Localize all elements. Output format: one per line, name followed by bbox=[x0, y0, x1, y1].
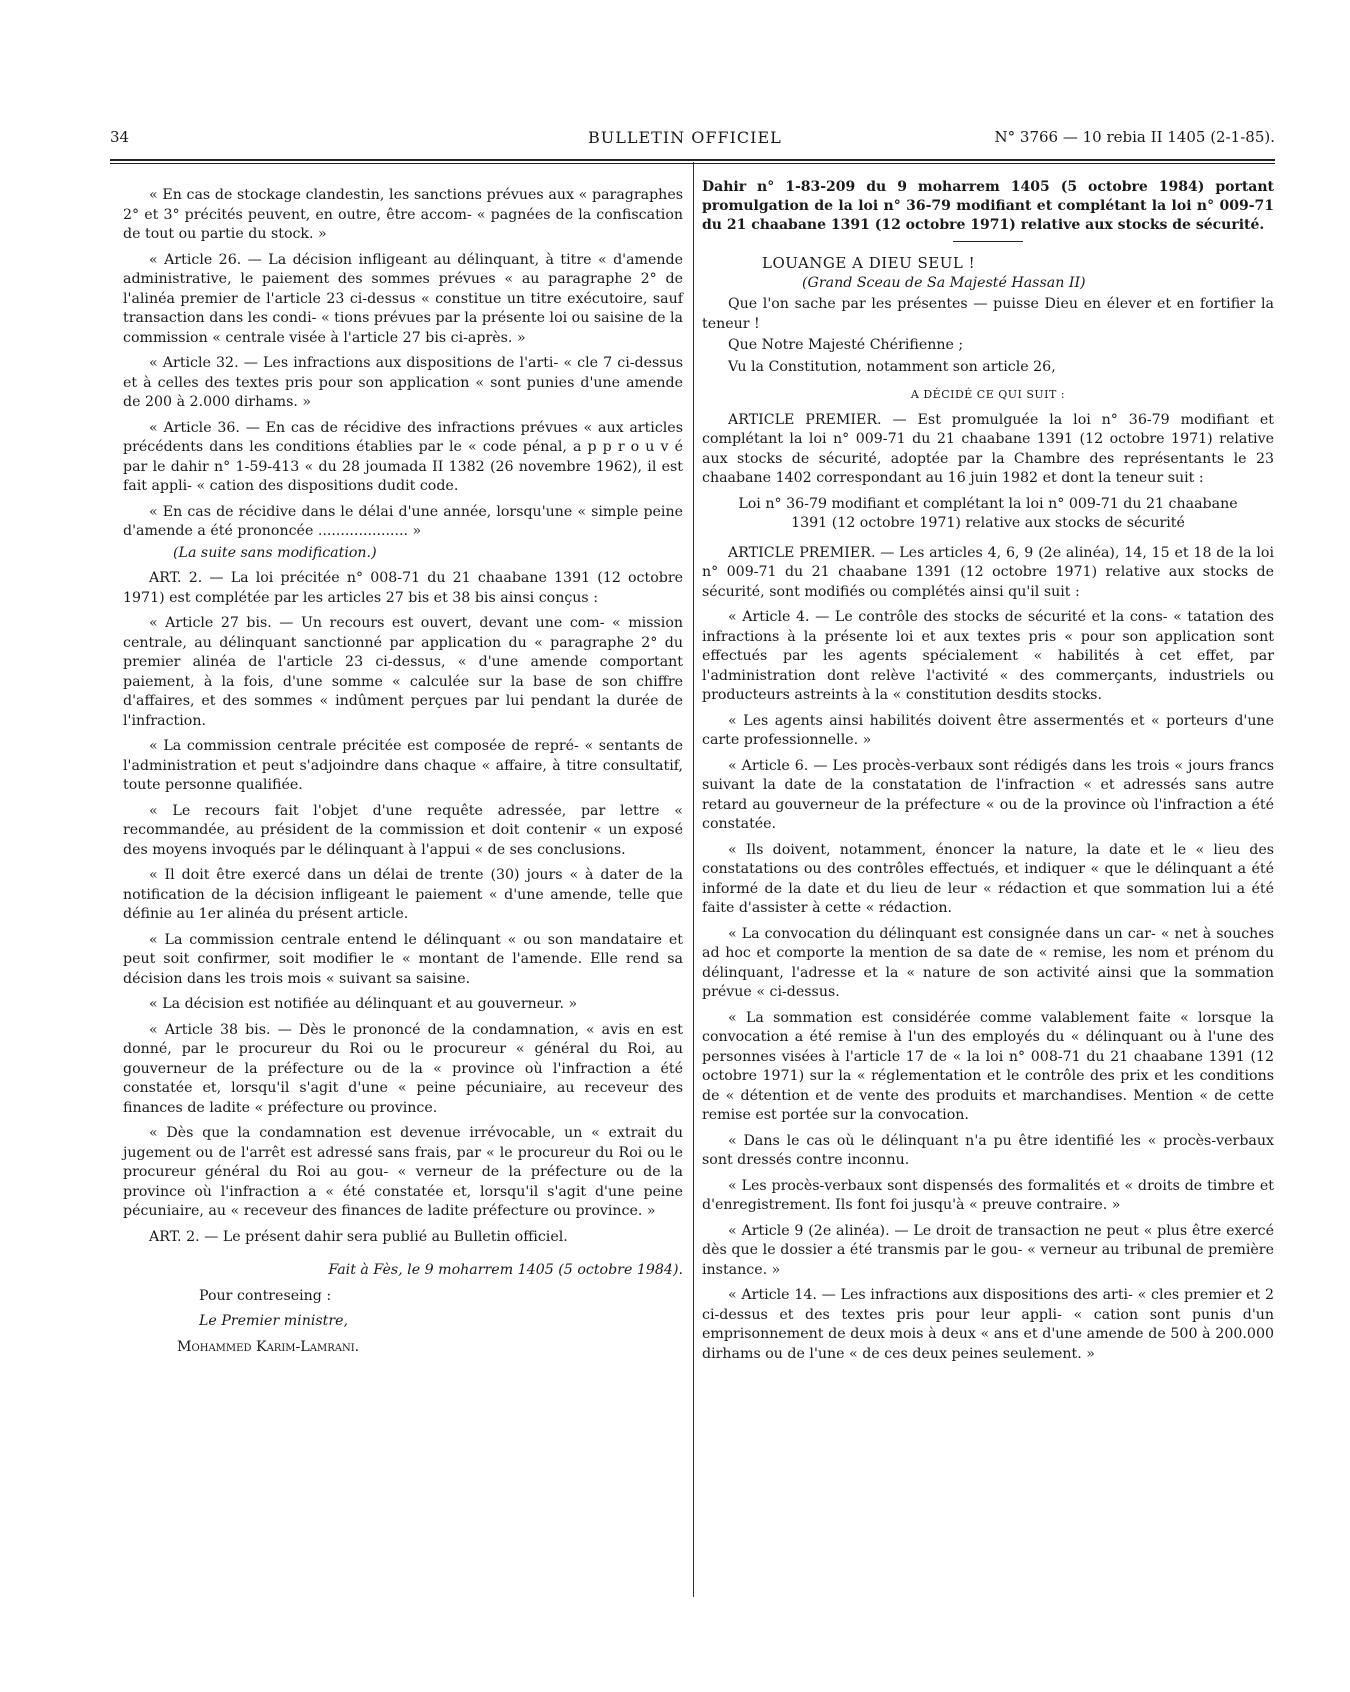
page-header bbox=[110, 128, 1275, 150]
paragraph: « Le recours fait l'objet d'une requête adressée, par lettre « recommandée, au président de la commission et doit contenir « un exposé des moyens invoqués par le délinquant à l'appui « de ses conclusions. bbox=[123, 802, 683, 858]
issue-info: N° 3766 — 10 rebia II 1405 (2-1-85). bbox=[994, 128, 1275, 146]
paragraph: « Dès que la condamnation est devenue irrévocable, un « extrait du jugement ou de l'arrêt est adressé sans frais, par « le procureur du Roi ou le procureur général du Roi au gou- « verneur de la préfecture ou de la province où l'infraction a « été constatée et, lorsqu'il s'agit d'une peine pécuniaire, au « receveur des finances de ladite préfecture ou province. » bbox=[123, 1125, 683, 1219]
paragraph: « Les agents ainsi habilités doivent être assermentés et « porteurs d'une carte professionnelle. » bbox=[702, 712, 1274, 748]
paragraph: « La décision est notifiée au délinquant et au gouverneur. » bbox=[149, 996, 578, 1012]
paragraph: « La commission centrale précitée est composée de repré- « sentants de l'administration et peut s'adjoindre dans chaque « affaire, à titre consultatif, toute personne qualifiée. bbox=[123, 738, 683, 793]
countersign-label: Pour contreseing : bbox=[199, 1287, 332, 1304]
paragraph: ART. 2. — La loi précitée n° 008-71 du 21 chaabane 1391 (12 octobre 1971) est complétée par les articles 27 bis et 38 bis ainsi conçus : bbox=[123, 570, 683, 606]
paragraph: « Article 14. — Les infractions aux dispositions des arti- « cles premier et 2 ci-dessus et des textes pris pour leur appli- « cation sont punis d'un emprisonnement de deux mois à deux « ans et d'une amende de 500 à 200.000 dirhams ou de l'une « de ces deux peines seulement. » bbox=[702, 1287, 1274, 1362]
paragraph: ART. 2. — Le présent dahir sera publié au Bulletin officiel. bbox=[149, 1228, 568, 1245]
right-column bbox=[702, 178, 1274, 1370]
preamble-line: Que l'on sache par les présentes — puisse Dieu en élever et en fortifier la teneur ! bbox=[702, 296, 1274, 332]
paragraph: « Article 6. — Les procès-verbaux sont rédigés dans les trois « jours francs suivant la date de la constatation de l'infraction « et adressés sans autre retard au gouverneur de la préfecture « ou de la province où l'infraction a été constatée. bbox=[702, 757, 1274, 832]
left-column bbox=[123, 186, 683, 1363]
paragraph: « La convocation du délinquant est consignée dans un car- « net à souches ad hoc et comporte la mention de sa date de « remise, les nom et prénom du délinquant, l'adresse et la « nature de son activité ainsi que la sommation prévue « ci-dessus. bbox=[702, 925, 1274, 1000]
paragraph: « La commission centrale entend le délinquant « ou son mandataire et peut soit confirmer, soit modifier le « montant de l'amende. Elle rend sa décision dans les trois mois « suivant sa saisine. bbox=[123, 931, 683, 987]
paragraph: « Article 9 (2e alinéa). — Le droit de transaction ne peut « plus être exercé dès que le dossier a été transmis par le gou- « verneur au tribunal de première instance. » bbox=[702, 1222, 1274, 1278]
paragraph: « Ils doivent, notamment, énoncer la nature, la date et le « lieu des constatations ou des contrôles effectués, et indiquer « que le délinquant a été informé de la date et du lieu de leur « rédaction et que sommation lui a été faite d'assister à cette « rédaction. bbox=[702, 841, 1274, 916]
paragraph: « Article 38 bis. — Dès le prononcé de la condamnation, « avis en est donné, par le procureur du Roi ou le procureur « général du Roi, au gouverneur de la préfecture ou de la « province où l'infraction a été constatée et, lorsqu'il s'agit d'une « peine pécuniaire, au receveur des finances de ladite « préfecture ou province. bbox=[123, 1021, 683, 1116]
paragraph: « Les procès-verbaux sont dispensés des formalités et « droits de timbre et d'enregistrement. Ils font foi jusqu'à « preuve contraire. » bbox=[702, 1177, 1274, 1213]
preamble-line: Vu la Constitution, notamment son article 26, bbox=[728, 358, 1056, 375]
paragraph: ARTICLE PREMIER. — Les articles 4, 6, 9 (2e alinéa), 14, 15 et 18 de la loi n° 009-71 du 21 chaabane 1391 (12 octobre 1971) relative aux stocks de sécurité, sont modifiés ou complétés ainsi qu'il suit : bbox=[702, 544, 1274, 600]
paragraph: « Il doit être exercé dans un délai de trente (30) jours « à dater de la notification de la décision infligeant le paiement « d'une amende, telle que définie au 1er alinéa du présent article. bbox=[123, 867, 683, 922]
paragraph: « Dans le cas où le délinquant n'a pu être identifié les « procès-verbaux sont dressés contre inconnu. bbox=[702, 1132, 1274, 1168]
preamble-line: Que Notre Majesté Chérifienne ; bbox=[728, 337, 964, 353]
louange-heading: LOUANGE A DIEU SEUL ! bbox=[762, 254, 976, 272]
grand-sceau: (Grand Sceau de Sa Majesté Hassan II) bbox=[802, 274, 1086, 291]
suite-note: (La suite sans modification.) bbox=[173, 544, 377, 561]
paragraph: « Article 27 bis. — Un recours est ouvert, devant une com- « mission centrale, au délinquant sanctionné par application du « paragraphe 2° du premier alinéa de l'article 23 ci-dessus, « d'une amende comportant paiement, à la fois, d'une somme « calculée sur la base de son chiffre d'affaires, et des sommes « indûment perçues par lui pendant la durée de l'infraction. bbox=[123, 615, 683, 729]
paragraph: « Article 4. — Le contrôle des stocks de sécurité et la cons- « tatation des infractions à la présente loi et aux textes pris « pour son application sont effectués par les agents spécialement « habilités à cet effet, par l'administration dont relève l'activité « des commerçants, industriels ou producteurs astreints à la « constitution desdits stocks. bbox=[702, 609, 1274, 703]
column-separator bbox=[693, 162, 694, 1597]
decide-heading: A DÉCIDÉ CE QUI SUIT : bbox=[910, 388, 1066, 401]
paragraph: « Article 32. — Les infractions aux dispositions de l'arti- « cle 7 ci-dessus et à celles des textes pris pour son application « sont punies d'une amende de 200 à 2.000 dirhams. » bbox=[123, 355, 683, 410]
paragraph: « Article 36. — En cas de récidive des infractions prévues « aux articles précédents dans les conditions établies par le « code pénal, a p p r o u v é par le dahir n° 1-59-413 « du 28 joumada II 1382 (26 novembre 1962), il est fait appli- « cation des dispositions dudit code. bbox=[123, 419, 683, 494]
paragraph: « La sommation est considérée comme valablement faite « lorsque la convocation a été remise à l'un des employés du « délinquant ou à l'une des personnes visées à l'article 17 de « la loi n° 008-71 du 21 chaabane 1391 (12 octobre 1971) sur la « réglementation et le contrôle des prix et les conditions de « détention et de vente des produits et marchandises. Mention « de cette remise est portée sur la convocation. bbox=[702, 1009, 1274, 1123]
loi-title: Loi n° 36-79 modifiant et complétant la loi n° 009-71 du 21 chaabane 1391 (12 octobre 1971) relative aux stocks de sécurité bbox=[738, 495, 1238, 531]
signatory-name: Mohammed Karim-Lamrani. bbox=[177, 1338, 360, 1355]
paragraph: « En cas de récidive dans le délai d'une année, lorsqu'une « simple peine d'amende a été prononcée .................... » bbox=[123, 503, 683, 539]
page-number: 34 bbox=[110, 128, 130, 146]
dahir-title: Dahir n° 1-83-209 du 9 moharrem 1405 (5 octobre 1984) portant promulgation de la loi n° 36-79 modifiant et complétant la loi n° 009-71 du 21 chaabane 1391 (12 octobre 1971) relative aux stocks de sécurité. bbox=[702, 179, 1274, 233]
paragraph: « Article 26. — La décision infligeant au délinquant, à titre « d'amende administrative, le paiement des sommes prévues « au paragraphe 2° de l'alinéa premier de l'article 23 ci-dessus « constitue un titre exécutoire, sauf transaction dans les condi- « tions prévues par la présente loi ou saisine de la commission « centrale visée à l'article 27 bis ci-après. » bbox=[123, 251, 683, 346]
publication-title: BULLETIN OFFICIEL bbox=[588, 128, 782, 147]
paragraph: « En cas de stockage clandestin, les sanctions prévues aux « paragraphes 2° et 3° précités peuvent, en outre, être accom- « pagnées de la confiscation de tout ou partie du stock. » bbox=[123, 187, 683, 242]
signature-place-date: Fait à Fès, le 9 moharrem 1405 (5 octobre 1984). bbox=[328, 1262, 683, 1278]
article-premier: ARTICLE PREMIER. — Est promulguée la loi n° 36-79 modifiant et complétant la loi n° 009-71 du 21 chaabane 1391 (12 octobre 1971) relative aux stocks de sécurité, adoptée par la Chambre des représentants le 23 chaabane 1402 correspondant au 16 juin 1982 et dont la teneur suit : bbox=[702, 411, 1274, 486]
signatory-role: Le Premier ministre, bbox=[199, 1313, 349, 1329]
title-rule bbox=[953, 241, 1023, 242]
